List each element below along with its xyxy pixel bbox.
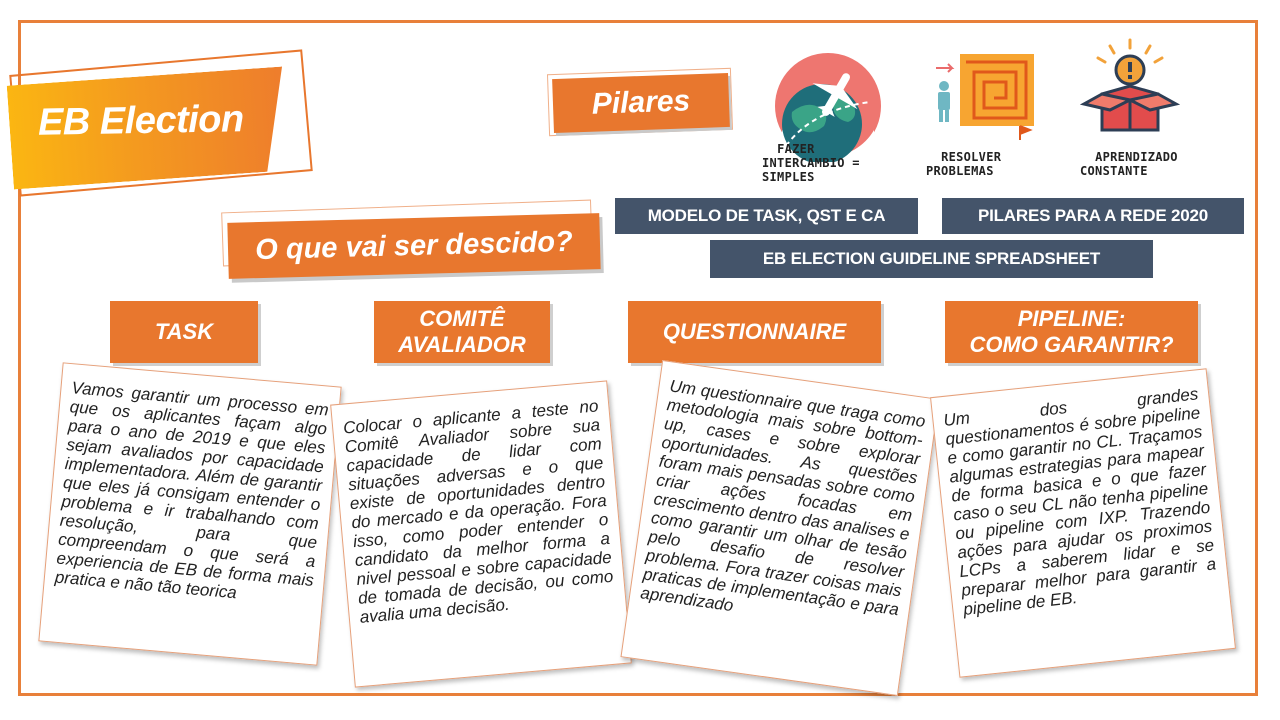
heading-questionnaire: QUESTIONNAIRE xyxy=(628,301,881,363)
card-task: Vamos garantir um processo em que os aplicantes façam algo para o ano de 2019 e que eles sejam avaliados por capacidade implementadora. Além de garantir que eles já consigam entender o problema e ir trabalhando com resolução, para que compreendam o que será a experiencia de EB de forma mais pratica e não tão teorica xyxy=(38,362,341,665)
pilares-banner xyxy=(552,73,730,133)
tag-model: MODELO DE TASK, QST E CA xyxy=(615,198,918,234)
question-banner xyxy=(227,213,600,279)
heading-pipeline: PIPELINE: COMO GARANTIR? xyxy=(945,301,1198,363)
slide-title: EB Election xyxy=(37,98,244,144)
question-text: O que vai ser descido? xyxy=(254,225,574,266)
maze-icon xyxy=(930,52,1040,148)
tag-pilares-rede: PILARES PARA A REDE 2020 xyxy=(942,198,1244,234)
pillar-label-resolver: RESOLVER PROBLEMAS xyxy=(926,150,1002,178)
card-pipeline: Um dos grandes questionamentos é sobre pipeline e como garantir no CL. Traçamos algumas estrategias para mapear de forma basica e o que fazer caso o seu CL não tenha pipeline ou pipeline com IXP. Trazendo ações para ajudar os proximos LCPs a saberem lidar e se preparar melhor para garantir a pipeline de EB. xyxy=(930,368,1236,678)
heading-task: TASK xyxy=(110,301,258,363)
pillar-label-aprendizado: APRENDIZADO CONSTANTE xyxy=(1080,150,1178,178)
pilares-label: Pilares xyxy=(591,84,691,121)
card-comite: Colocar o aplicante a teste no Comitê Avaliador sobre sua capacidade de lidar com situações adversas e o que existe de oportunidades dentro do mercado e da operação. Fora isso, como poder entender o candidato da melhor forma a nivel pessoal e sobre capacidade de tomada de decisão, ou como avalia uma decisão. xyxy=(330,380,632,687)
open-box-idea-icon xyxy=(1080,38,1180,138)
pillar-label-intercambio: FAZER INTERCAMBIO = SIMPLES xyxy=(762,142,860,184)
heading-comite: COMITÊ AVALIADOR xyxy=(374,301,550,363)
tag-guideline: EB ELECTION GUIDELINE SPREADSHEET xyxy=(710,240,1153,278)
card-questionnaire: Um questionnaire que traga como metodologia mais sobre bottom-up, cases e sobre explorar oportunidades. As questões foram mais pensadas sobre como criar ações focadas em crescimento dentro das analises e como garantir um olhar de tesão pelo desafio de resolver problema. Fora trazer coisas mais praticas de implementação e para aprendizado xyxy=(620,360,939,696)
